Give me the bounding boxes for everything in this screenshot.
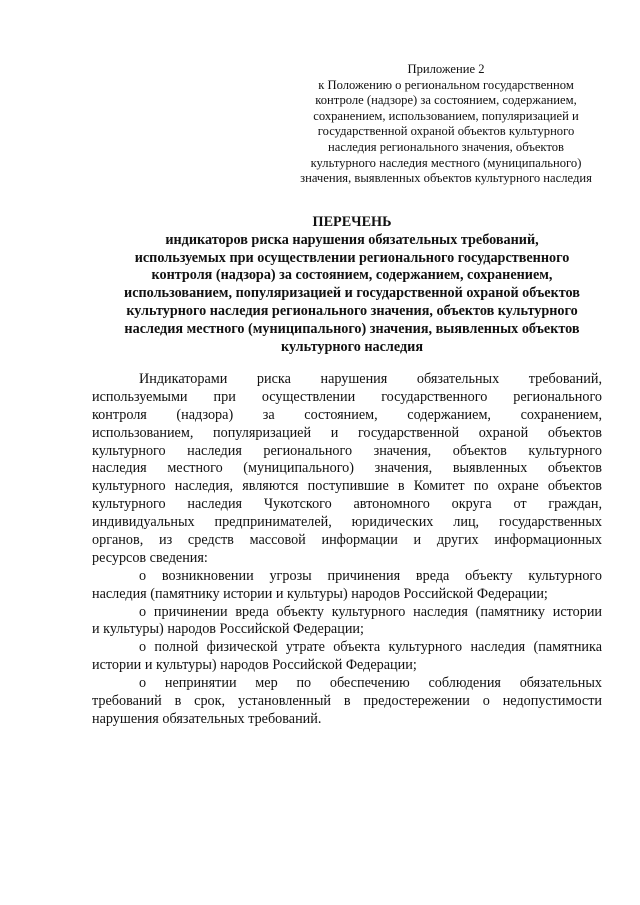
title-line: контроля (надзора) за состоянием, содержанием, сохранением,: [151, 267, 553, 284]
intro-line: органов, из средств массовой информации и других информационных: [92, 532, 602, 549]
intro-line: наследия местного (муниципального) значения, выявленных объектов: [92, 460, 602, 477]
appendix-line: контроле (надзоре) за состоянием, содержанием,: [315, 93, 577, 108]
list-item-line: о полной физической утрате объекта культурного наследия (памятника: [139, 639, 602, 656]
intro-line: культурного наследия, являются поступившие в Комитет по охране объектов: [92, 478, 602, 495]
intro-line: культурного наследия регионального значения, объектов культурного: [92, 442, 602, 459]
list-item-line: о причинении вреда объекту культурного наследия (памятнику истории: [139, 603, 602, 620]
intro-line: используемыми при осуществлении государственного регионального: [92, 388, 602, 405]
list-item-line: требований в срок, установленный в предостережении о недопустимости: [92, 693, 602, 710]
title-line: культурного наследия: [280, 338, 424, 355]
intro-line: использованием, популяризацией и государственной охраной объектов: [92, 424, 602, 441]
appendix-line: наследия регионального значения, объектов: [328, 139, 564, 154]
title-line: наследия местного (муниципального) значения, выявленных объектов: [124, 320, 580, 337]
document-title: [92, 214, 612, 356]
intro-line: культурного наследия Чукотского автономного округа от граждан,: [92, 496, 602, 513]
list-item-line: о непринятии мер по обеспечению соблюдения обязательных: [139, 675, 602, 692]
list-item-line: о возникновении угрозы причинения вреда объекту культурного: [139, 567, 602, 584]
list-item-line: и культуры) народов Российской Федерации;: [92, 621, 364, 638]
appendix-line: культурного наследия местного (муниципального): [310, 155, 582, 170]
intro-line: Индикаторами риска нарушения обязательных требований,: [139, 371, 602, 387]
list-item-line: нарушения обязательных требований.: [92, 710, 322, 727]
title-line: использованием, популяризацией и государственной охраной объектов: [124, 285, 580, 302]
appendix-line: значения, выявленных объектов культурного наследия: [300, 171, 592, 186]
title-heading: ПЕРЕЧЕНЬ: [312, 214, 392, 230]
intro-line: индивидуальных предпринимателей, юридических лиц, государственных: [92, 514, 602, 531]
title-line: используемых при осуществлении регионального государственного: [134, 249, 570, 266]
document-body: [92, 371, 602, 729]
appendix-line: к Положению о региональном государственном: [318, 77, 574, 92]
intro-line: контроля (надзора) за состоянием, содержанием, сохранением,: [92, 406, 602, 423]
list-item-line: истории и культуры) народов Российской Федерации;: [92, 657, 417, 674]
appendix-line: государственной охраной объектов культурного: [317, 124, 575, 139]
intro-line: ресурсов сведения:: [92, 549, 208, 566]
list-item-line: наследия (памятнику истории и культуры) народов Российской Федерации;: [92, 585, 548, 602]
appendix-line: Приложение 2: [407, 62, 485, 76]
title-line: культурного наследия регионального значения, объектов культурного: [126, 302, 578, 319]
appendix-line: сохранением, использованием, популяризацией и: [313, 108, 579, 123]
title-line: индикаторов риска нарушения обязательных требований,: [165, 231, 539, 248]
appendix-header: [290, 62, 602, 187]
